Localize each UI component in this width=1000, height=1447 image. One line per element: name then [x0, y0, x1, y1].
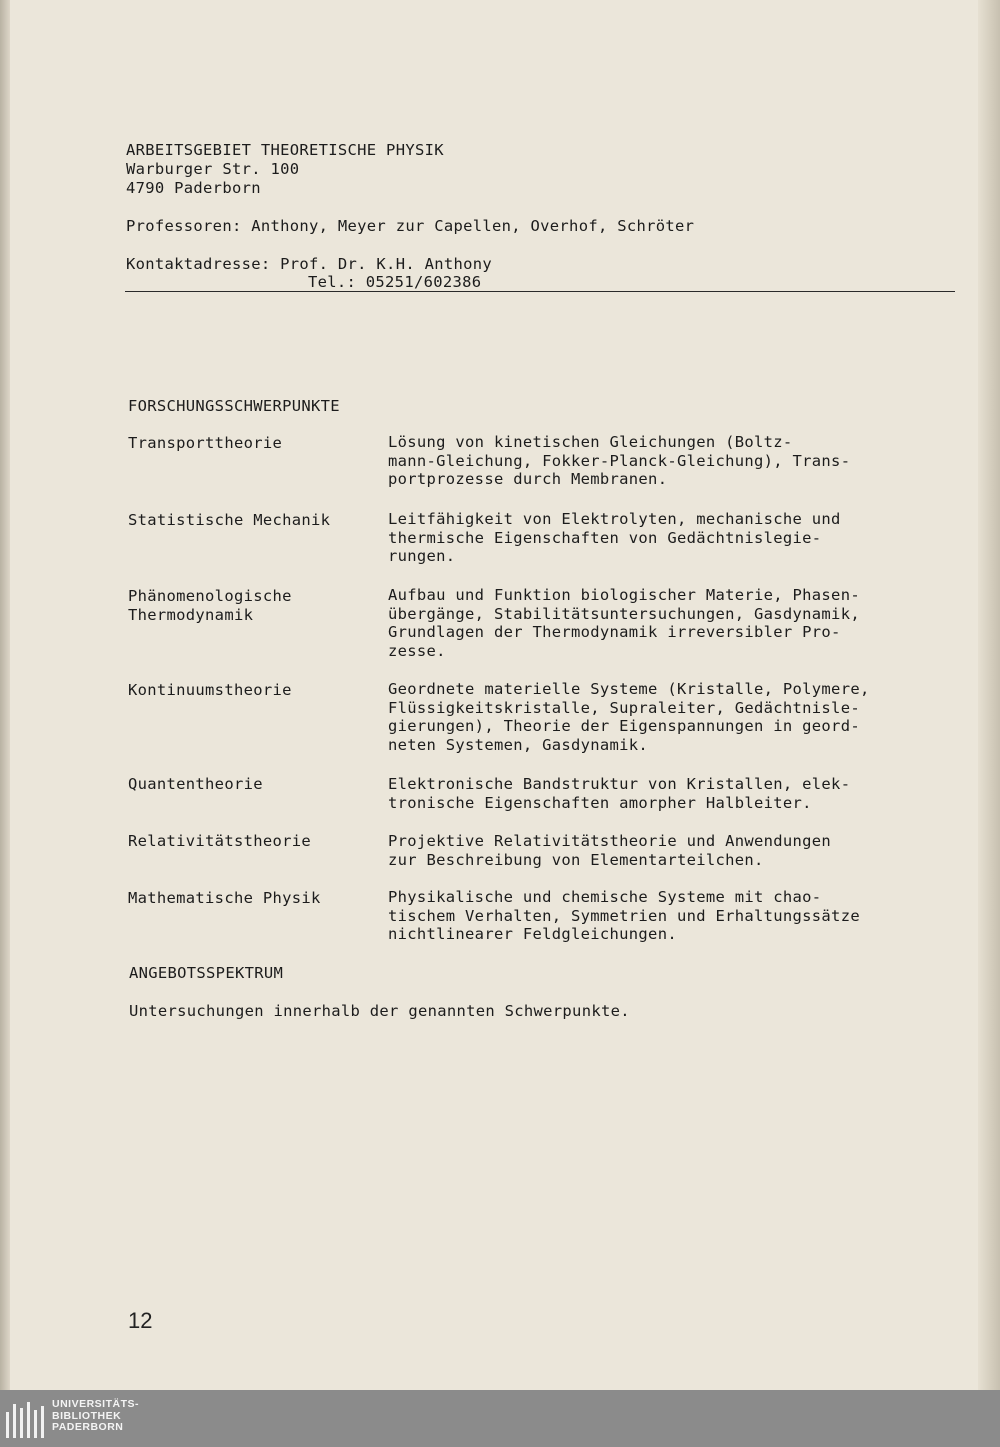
research-label: Phänomenologische Thermodynamik [128, 587, 292, 624]
page-number: 12 [128, 1308, 153, 1333]
offer-text: Untersuchungen innerhalb der genannten Schwerpunkte. [129, 1002, 630, 1020]
research-label: Statistische Mechanik [128, 511, 331, 529]
binding-spine [0, 0, 10, 1390]
research-description: Leitfähigkeit von Elektrolyten, mechanische und thermische Eigenschaften von Gedächtnislegie- rungen. [388, 510, 841, 565]
city-address: 4790 Paderborn [126, 179, 261, 197]
library-footer [0, 1390, 1000, 1447]
telephone: Tel.: 05251/602386 [308, 273, 482, 291]
research-description: Projektive Relativitätstheorie und Anwendungen zur Beschreibung von Elementarteilchen. [388, 832, 832, 869]
research-description: Physikalische und chemische Systeme mit chao- tischem Verhalten, Symmetrien und Erhaltungssätze nichtlinearer Feldgleichungen. [388, 888, 860, 943]
research-label: Quantentheorie [128, 775, 263, 793]
page-edge [978, 0, 1000, 1390]
research-label: Mathematische Physik [128, 889, 321, 907]
contact-address: Kontaktadresse: Prof. Dr. K.H. Anthony [126, 255, 493, 273]
offer-heading: ANGEBOTSSPEKTRUM [129, 964, 284, 982]
department-title: ARBEITSGEBIET THEORETISCHE PHYSIK [126, 141, 444, 159]
street-address: Warburger Str. 100 [126, 160, 300, 178]
research-label: Transporttheorie [128, 434, 283, 452]
professors-line: Professoren: Anthony, Meyer zur Capellen, Overhof, Schröter [126, 217, 695, 235]
header-divider [125, 291, 955, 292]
research-description: Lösung von kinetischen Gleichungen (Boltz- mann-Gleichung, Fokker-Planck-Gleichung), Trans- portprozesse durch Membranen. [388, 433, 851, 488]
research-description: Elektronische Bandstruktur von Kristallen, elek- tronische Eigenschaften amorpher Halbleiter. [388, 775, 851, 812]
research-description: Aufbau und Funktion biologischer Materie, Phasen- übergänge, Stabilitätsuntersuchungen, Gasdynamik, Grundlagen der Thermodynamik irreversibler Pro- zesse. [388, 586, 860, 660]
research-heading: FORSCHUNGSSCHWERPUNKTE [128, 397, 340, 415]
library-name: UNIVERSITÄTS- BIBLIOTHEK PADERBORN [52, 1398, 140, 1433]
library-logo-icon [6, 1402, 46, 1438]
research-description: Geordnete materielle Systeme (Kristalle, Polymere, Flüssigkeitskristalle, Supraleiter, Gedächtnisle- gierungen), Theorie der Eigenspannungen in geord- neten Systemen, Gasdynamik. [388, 680, 870, 754]
research-label: Kontinuumstheorie [128, 681, 292, 699]
research-label: Relativitätstheorie [128, 832, 312, 850]
